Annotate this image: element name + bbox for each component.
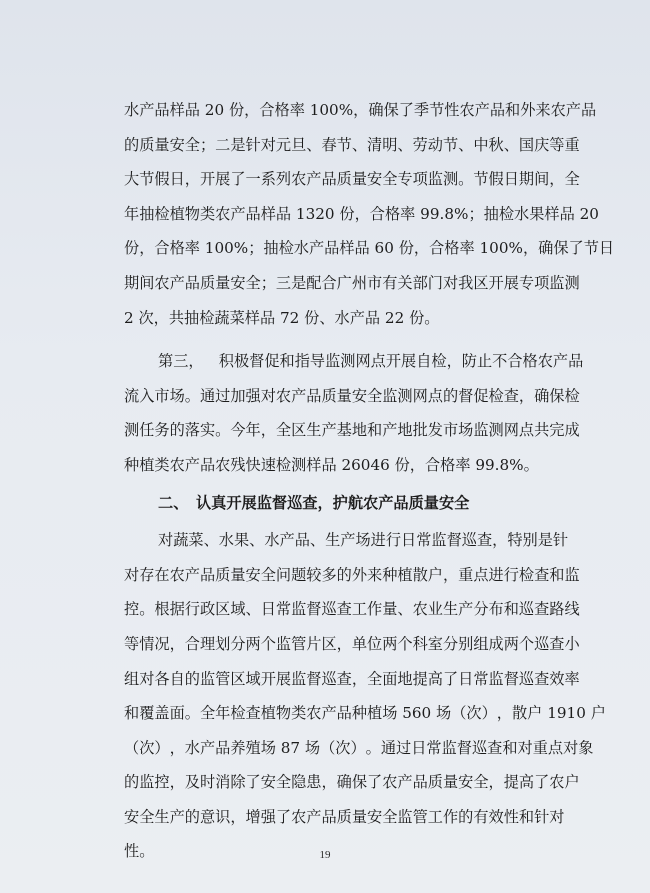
text-line: 2 次，共抽检蔬菜样品 72 份、水产品 22 份。 bbox=[124, 308, 440, 327]
text-line: 种植类农产品农残快速检测样品 26046 份，合格率 99.8%。 bbox=[124, 455, 539, 474]
text-line: 组 对 各 自 的 监 管 区 域 开 展 监 督 巡 查 ， 全 面 地 提 高 了 日 常 监 督 巡 查 效 率 bbox=[124, 669, 580, 688]
text-line: 大 节 假 日 ， 开 展 了 一 系 列 农 产 品 质 量 安 全 专 项 监 测 。 节 假 日 期 间 ， 全 bbox=[124, 170, 580, 189]
text-line: 对 蔬 菜 、 水 果 、 水 产 品 、 生 产 场 进 行 日 常 监 督 巡 查 ， 特 别 是 针 bbox=[158, 531, 569, 550]
text-line: 等 情 况 ， 合 理 划 分 两 个 监 管 片 区 ， 单 位 两 个 科 室 分 别 组 成 两 个 巡 查 小 bbox=[124, 634, 580, 653]
text-line: 期 间 农 产 品 质 量 安 全 ； 三 是 配 合 广 州 市 有 关 部 门 对 我 区 开 展 专 项 监 测 bbox=[124, 273, 580, 292]
text-line: 份 ， 合 格 率 1 0 0 % ； 抽 检 水 产 品 样 品 6 0 份 ， 合 格 率 1 0 0 % ， 确 保 了 节 日 bbox=[124, 239, 615, 258]
text-line: 的 质 量 安 全 ； 二 是 针 对 元 旦 、 春 节 、 清 明 、 劳 动 节 、 中 秋 、 国 庆 等 重 bbox=[124, 135, 580, 154]
text-line: 流 入 市 场 。 通 过 加 强 对 农 产 品 质 量 安 全 监 测 网 点 的 督 促 检 查 ， 确 保 检 bbox=[124, 386, 580, 405]
text-line: 安 全 生 产 的 意 识 ， 增 强 了 农 产 品 质 量 安 全 监 管 工 作 的 有 效 性 和 针 对 bbox=[124, 807, 565, 826]
text-line: 年 抽 检 植 物 类 农 产 品 样 品 1 3 2 0 份 ， 合 格 率 9 9 . 8 % ； 抽 检 水 果 样 品 2 0 bbox=[124, 204, 599, 223]
paragraph-2 bbox=[124, 344, 584, 482]
page-number: 19 bbox=[319, 849, 331, 861]
text-line: 和 覆 盖 面 。 全 年 检 查 植 物 类 农 产 品 种 植 场 5 6 0 场 （ 次 ） ， 散 户 1 9 1 0 户 bbox=[124, 704, 606, 723]
text-line: 控 。 根 据 行 政 区 域 、 日 常 监 督 巡 查 工 作 量 、 农 业 生 产 分 布 和 巡 查 路 线 bbox=[124, 600, 580, 619]
text-line: 的 监 控 ， 及 时 消 除 了 安 全 隐 患 ， 确 保 了 农 产 品 质 量 安 全 ， 提 高 了 农 户 bbox=[124, 773, 580, 792]
document-body bbox=[124, 93, 615, 869]
text-line: 对 存 在 农 产 品 质 量 安 全 问 题 较 多 的 外 来 种 植 散 户 ， 重 点 进 行 检 查 和 监 bbox=[124, 565, 580, 584]
text-line: 第 三 ， 积 极 督 促 和 指 导 监 测 网 点 开 展 自 检 ， 防 止 不 合 格 农 产 品 bbox=[158, 352, 584, 371]
paragraph-1 bbox=[124, 93, 615, 335]
section-heading: 二、 认真开展监督巡查，护航农产品质量安全 bbox=[158, 493, 470, 512]
paragraph-3 bbox=[124, 523, 606, 869]
text-line: 性。 bbox=[124, 842, 155, 861]
text-line: （ 次 ） ， 水 产 品 养 殖 场 8 7 场 （ 次 ） 。 通 过 日 常 监 督 巡 查 和 对 重 点 对 象 bbox=[124, 738, 594, 757]
text-line: 测 任 务 的 落 实 。 今 年 ， 全 区 生 产 基 地 和 产 地 批 发 市 场 监 测 网 点 共 完 成 bbox=[124, 421, 580, 440]
text-line: 水 产 品 样 品 2 0 份 ， 合 格 率 1 0 0 % ， 确 保 了 季 节 性 农 产 品 和 外 来 农 产 品 bbox=[124, 101, 597, 119]
